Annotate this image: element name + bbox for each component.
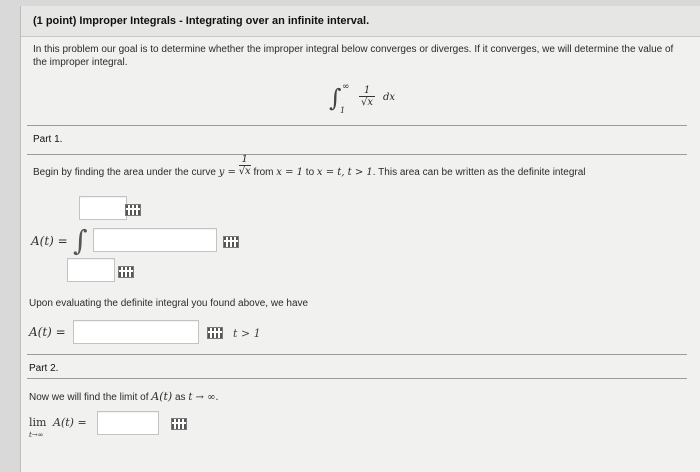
part2-prompt-lead: Now we will find the limit of	[29, 392, 149, 403]
part1-prompt-lead: Begin by finding the area under the curve	[33, 167, 216, 178]
integrand-numerator: 1	[359, 85, 375, 97]
upper-limit-input[interactable]	[79, 196, 127, 220]
part1-title: Part 1.	[33, 134, 63, 145]
curve-fraction	[239, 154, 251, 178]
range-start: x = 1	[276, 167, 304, 178]
keyboard-icon[interactable]	[125, 204, 141, 216]
problem-title: (1 point) Improper Integrals - Integrating over an infinite interval.	[33, 15, 370, 27]
lim-rhs: A(t) =	[53, 416, 87, 429]
integrand-input[interactable]	[93, 228, 217, 252]
curve-lhs: y =	[218, 167, 236, 178]
problem-header	[21, 6, 700, 37]
evaluate-text: Upon evaluating the definite integral you found above, we have	[29, 298, 309, 309]
lim-label: lim	[29, 416, 47, 429]
range-end: x = t, t > 1	[316, 167, 373, 178]
integral-differential: dx	[383, 92, 396, 103]
prompt-from: from	[253, 167, 274, 178]
part2-prompt-math: A(t)	[151, 390, 173, 403]
integrand-fraction	[359, 85, 375, 109]
problem-page	[20, 6, 700, 472]
a-of-t-label: A(t) =	[31, 234, 68, 248]
divider	[27, 125, 687, 126]
intro-text: In this problem our goal is to determine whether the improper integral below converges or diverges. If it converges, we will determine the value of the improper integral.	[33, 44, 674, 68]
keyboard-icon[interactable]	[171, 418, 187, 430]
part1-prompt-tail: . This area can be written as the definite integral	[372, 167, 586, 178]
divider	[27, 378, 687, 379]
condition-text: t > 1	[233, 327, 261, 340]
prompt-to: to	[305, 167, 315, 178]
limit-input[interactable]	[97, 411, 159, 435]
lower-limit-input[interactable]	[67, 258, 115, 282]
integral-sign: ∫	[329, 84, 342, 112]
part2-prompt	[29, 390, 219, 404]
divider	[27, 354, 687, 355]
integral-upper-limit: ∞	[342, 82, 350, 92]
integral-lower-limit: 1	[340, 106, 346, 115]
curve-denominator: √x	[238, 166, 251, 178]
part2-prompt-limit: t → ∞.	[188, 392, 219, 403]
part1-prompt	[33, 154, 586, 179]
lim-subscript: t→∞	[29, 431, 44, 439]
curve-numerator: 1	[239, 154, 251, 166]
integrand-denominator: √x	[360, 97, 373, 108]
part2-prompt-as: as	[175, 392, 186, 403]
keyboard-icon[interactable]	[223, 236, 239, 248]
part2-title: Part 2.	[29, 363, 59, 374]
a-of-t-input[interactable]	[73, 320, 199, 344]
integral-sign: ∫	[73, 224, 88, 257]
keyboard-icon[interactable]	[207, 327, 223, 339]
a-of-t-label-2: A(t) =	[29, 325, 66, 339]
divider	[27, 154, 687, 155]
keyboard-icon[interactable]	[118, 266, 134, 278]
